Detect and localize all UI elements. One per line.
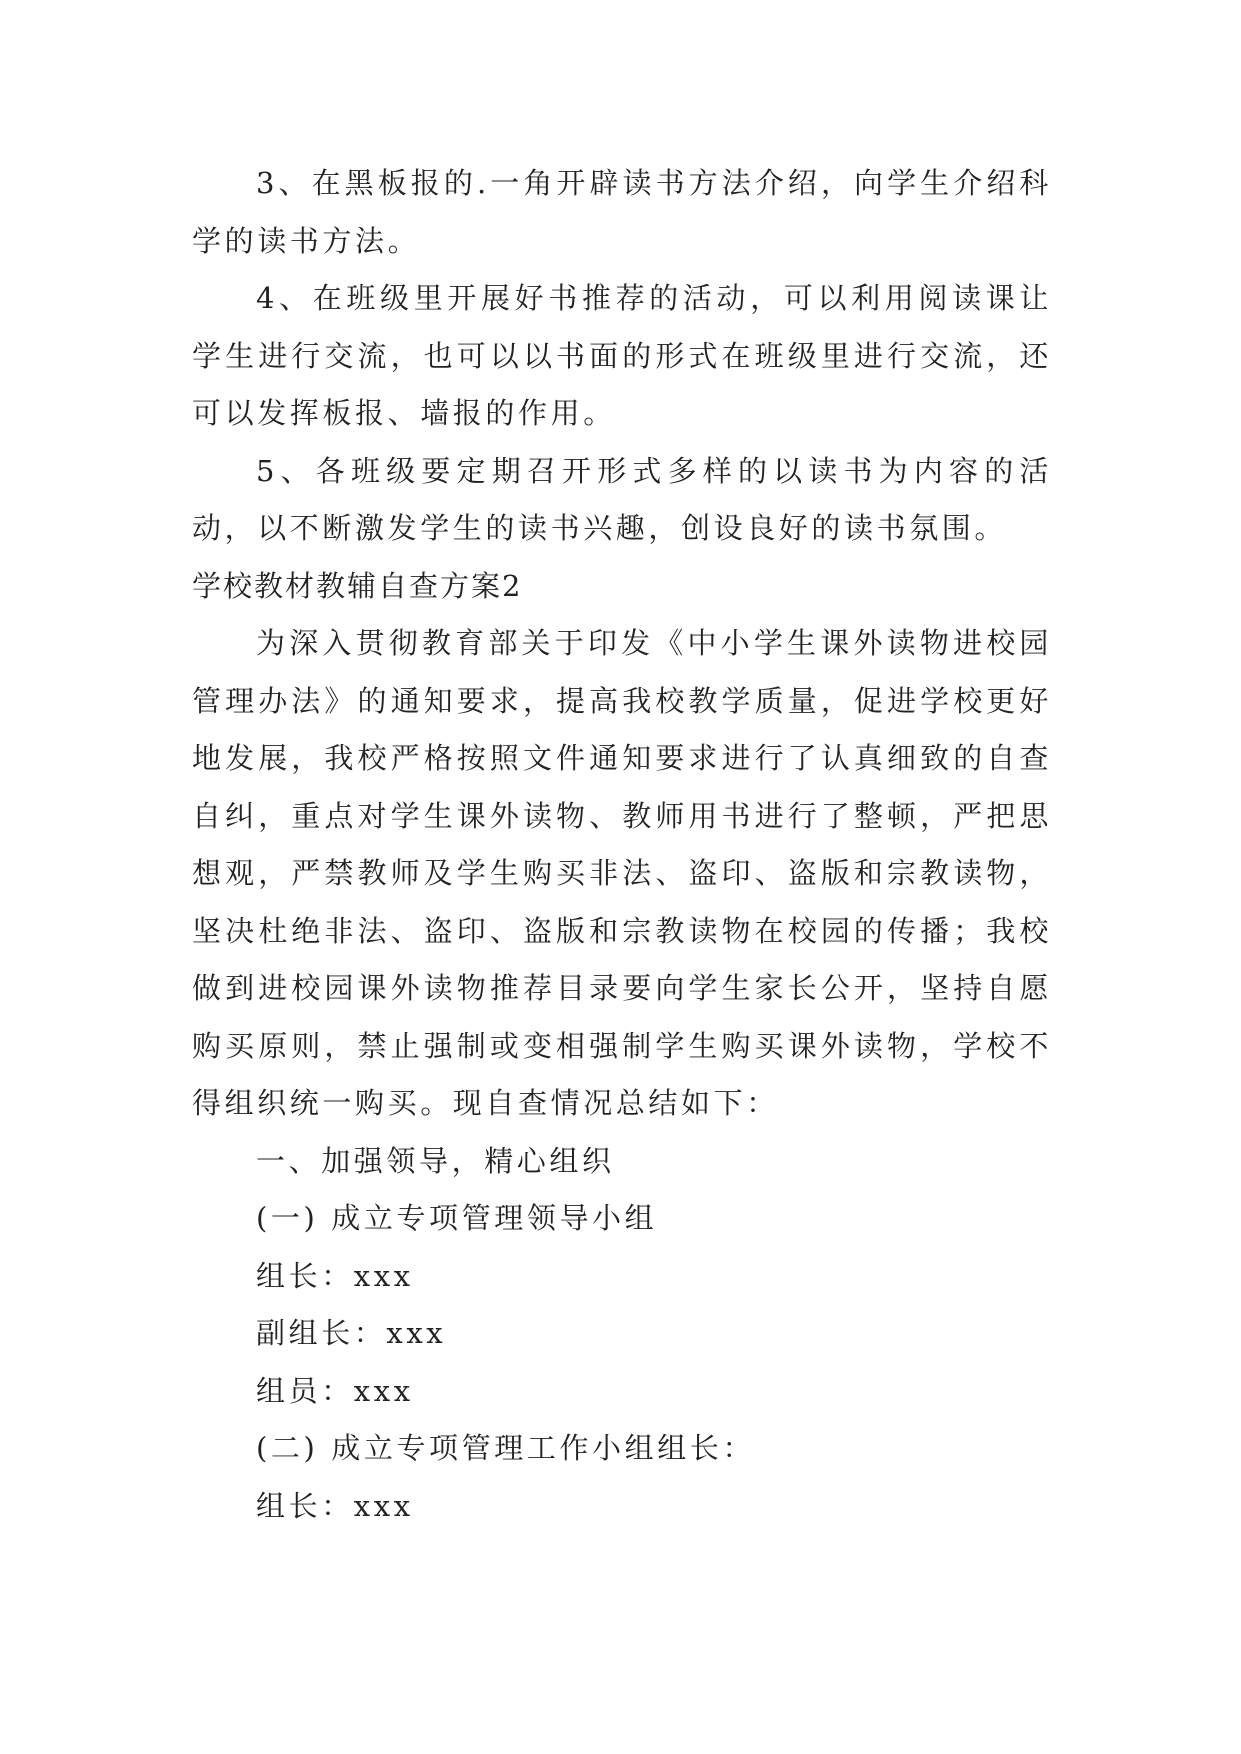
- outline-item: 副组长：xxx: [256, 1316, 447, 1350]
- outline-item: 组长：xxx: [256, 1488, 414, 1523]
- paragraph-reading-methods: 3、在黑板报的.一角开辟读书方法介绍，向学生介绍科学的读书方法。: [192, 166, 1052, 258]
- section-title: 学校教材教辅自查方案2: [192, 568, 523, 603]
- outline-item: 组员：xxx: [256, 1373, 414, 1408]
- outline-item: 一、加强领导，精心组织: [256, 1143, 615, 1178]
- outline-item: (一) 成立专项管理领导小组: [256, 1201, 658, 1235]
- paragraph-class-activities: 5、各班级要定期召开形式多样的以读书为内容的活动，以不断激发学生的读书兴趣，创设良好的读书氛围。: [192, 453, 1052, 545]
- paragraph-book-recommendation: 4、在班级里开展好书推荐的活动，可以利用阅读课让学生进行交流，也可以以书面的形式在班级里进行交流，还可以发挥板报、墙报的作用。: [192, 281, 1052, 430]
- paragraph-intro: 为深入贯彻教育部关于印发《中小学生课外读物进校园管理办法》的通知要求，提高我校教学质量，促进学校更好地发展，我校严格按照文件通知要求进行了认真细致的自查自纠，重点对学生课外读物、教师用书进行了整顿，严把思想观，严禁教师及学生购买非法、盗印、盗版和宗教读物，坚决杜绝非法、盗印、盗版和宗教读物在校园的传播；我校做到进校园课外读物推荐目录要向学生家长公开，坚持自愿购买原则，禁止强制或变相强制学生购买课外读物，学校不得组织统一购买。现自查情况总结如下：: [192, 626, 1052, 1120]
- document-body: [192, 155, 1052, 1535]
- outline-item: 组长：xxx: [256, 1258, 414, 1293]
- outline-item: (二) 成立专项管理工作小组组长：: [256, 1431, 756, 1465]
